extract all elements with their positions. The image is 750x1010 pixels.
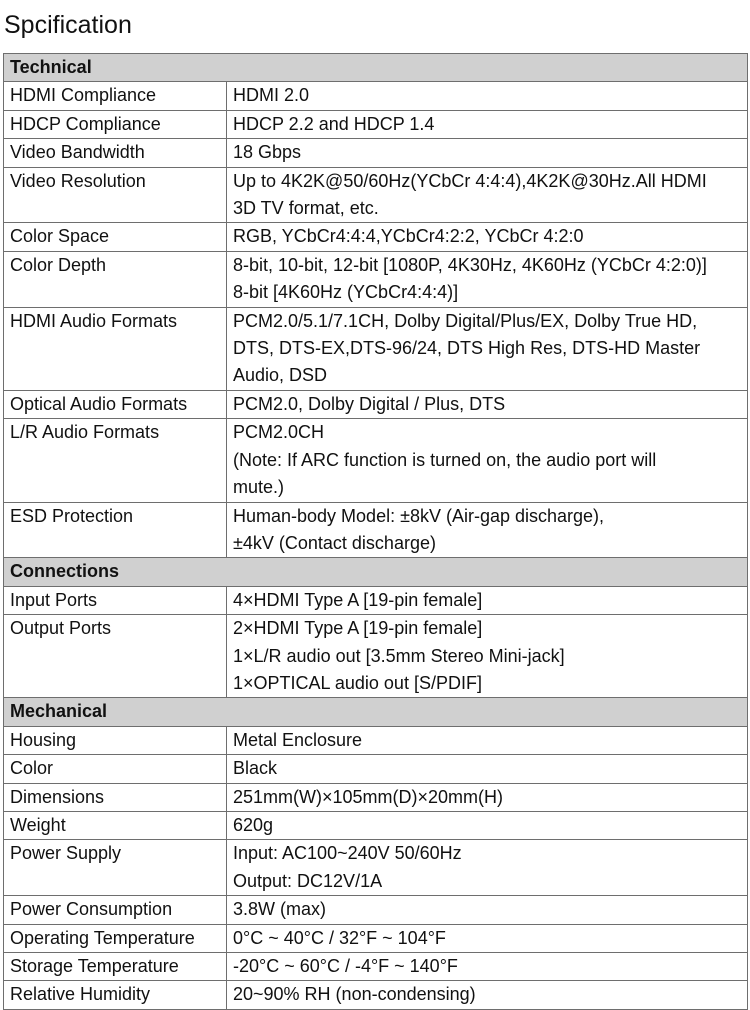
spec-value-line: 251mm(W)×105mm(D)×20mm(H) [233, 786, 504, 807]
table-row [4, 726, 748, 754]
table-row [4, 167, 748, 223]
table-row [4, 840, 748, 896]
table-row [4, 755, 748, 783]
spec-value-line: ±4kV (Contact discharge) [233, 532, 436, 553]
spec-value [227, 419, 748, 502]
spec-label: Input Ports [4, 586, 227, 614]
spec-value [227, 307, 748, 390]
spec-value [227, 981, 748, 1009]
section-header-row [4, 558, 748, 586]
spec-value-line: PCM2.0/5.1/7.1CH, Dolby Digital/Plus/EX, Dolby True HD, [233, 310, 698, 331]
section-header: Mechanical [4, 698, 748, 726]
spec-label: Power Consumption [4, 896, 227, 924]
table-row [4, 896, 748, 924]
spec-value [227, 896, 748, 924]
spec-label: Color [4, 755, 227, 783]
spec-value-line: DTS, DTS-EX,DTS-96/24, DTS High Res, DTS-HD Master [233, 338, 701, 359]
spec-label: ESD Protection [4, 502, 227, 558]
spec-value-line: (Note: If ARC function is turned on, the audio port will [233, 449, 657, 470]
spec-value-line: 0°C ~ 40°C / 32°F ~ 104°F [233, 927, 446, 948]
spec-label: Optical Audio Formats [4, 390, 227, 418]
spec-value-line: 8-bit [4K60Hz (YCbCr4:4:4)] [233, 282, 459, 303]
spec-value-line: Human-body Model: ±8kV (Air-gap discharge), [233, 505, 605, 526]
spec-value-line: 3.8W (max) [233, 899, 327, 920]
spec-value [227, 390, 748, 418]
spec-label: Weight [4, 811, 227, 839]
spec-value [227, 110, 748, 138]
table-row [4, 390, 748, 418]
spec-label: Power Supply [4, 840, 227, 896]
spec-value-line: RGB, YCbCr4:4:4,YCbCr4:2:2, YCbCr 4:2:0 [233, 226, 584, 247]
table-row [4, 110, 748, 138]
section-header: Technical [4, 54, 748, 82]
spec-value [227, 139, 748, 167]
spec-value-line: 3D TV format, etc. [233, 198, 379, 219]
spec-label: Color Space [4, 223, 227, 251]
section-header-row [4, 698, 748, 726]
spec-label: HDMI Audio Formats [4, 307, 227, 390]
spec-value [227, 586, 748, 614]
table-row [4, 502, 748, 558]
spec-value [227, 811, 748, 839]
spec-value [227, 615, 748, 698]
spec-label: Housing [4, 726, 227, 754]
spec-value-line: 1×L/R audio out [3.5mm Stereo Mini-jack] [233, 645, 565, 666]
table-row [4, 981, 748, 1009]
table-row [4, 307, 748, 390]
spec-value-line: Black [233, 758, 278, 779]
table-row [4, 586, 748, 614]
spec-value-line: PCM2.0CH [233, 422, 325, 443]
spec-value [227, 251, 748, 307]
spec-value [227, 82, 748, 110]
table-row [4, 419, 748, 502]
spec-value-line: 2×HDMI Type A [19-pin female] [233, 618, 483, 639]
spec-value [227, 755, 748, 783]
spec-value [227, 783, 748, 811]
spec-value-line: HDCP 2.2 and HDCP 1.4 [233, 113, 435, 134]
spec-label: Storage Temperature [4, 953, 227, 981]
table-row [4, 924, 748, 952]
spec-value-line: 8-bit, 10-bit, 12-bit [1080P, 4K30Hz, 4K60Hz (YCbCr 4:2:0)] [233, 254, 707, 275]
spec-label: HDCP Compliance [4, 110, 227, 138]
spec-label: L/R Audio Formats [4, 419, 227, 502]
spec-value-line: HDMI 2.0 [233, 85, 310, 106]
spec-value [227, 840, 748, 896]
spec-label: Color Depth [4, 251, 227, 307]
spec-value [227, 502, 748, 558]
spec-label: Dimensions [4, 783, 227, 811]
spec-table-body [4, 54, 748, 1010]
spec-value-line: 4×HDMI Type A [19-pin female] [233, 589, 483, 610]
table-row [4, 615, 748, 698]
page-title: Spcification [4, 11, 132, 39]
spec-value-line: Audio, DSD [233, 365, 328, 386]
spec-label: Relative Humidity [4, 981, 227, 1009]
spec-value-line: mute.) [233, 477, 285, 498]
table-row [4, 251, 748, 307]
spec-table [3, 53, 748, 1010]
spec-value-line: Up to 4K2K@50/60Hz(YCbCr 4:4:4),4K2K@30Hz.All HDMI [233, 170, 707, 191]
spec-value-line: 1×OPTICAL audio out [S/PDIF] [233, 672, 482, 693]
spec-value [227, 953, 748, 981]
table-row [4, 783, 748, 811]
table-row [4, 953, 748, 981]
spec-value-line: 20~90% RH (non-condensing) [233, 984, 476, 1005]
spec-value-line: Input: AC100~240V 50/60Hz [233, 843, 462, 864]
spec-label: Video Resolution [4, 167, 227, 223]
spec-label: Video Bandwidth [4, 139, 227, 167]
spec-value-line: Metal Enclosure [233, 729, 363, 750]
section-header-row [4, 54, 748, 82]
spec-value [227, 924, 748, 952]
table-row [4, 82, 748, 110]
table-row [4, 223, 748, 251]
table-row [4, 139, 748, 167]
spec-value-line: PCM2.0, Dolby Digital / Plus, DTS [233, 393, 506, 414]
spec-value-line: 18 Gbps [233, 142, 302, 163]
section-header: Connections [4, 558, 748, 586]
spec-value-line: Output: DC12V/1A [233, 870, 383, 891]
spec-value [227, 167, 748, 223]
spec-value-line: 620g [233, 814, 274, 835]
spec-label: HDMI Compliance [4, 82, 227, 110]
spec-value [227, 223, 748, 251]
spec-label: Output Ports [4, 615, 227, 698]
spec-value-line: -20°C ~ 60°C / -4°F ~ 140°F [233, 956, 458, 976]
spec-label: Operating Temperature [4, 924, 227, 952]
table-row [4, 811, 748, 839]
spec-value [227, 726, 748, 754]
